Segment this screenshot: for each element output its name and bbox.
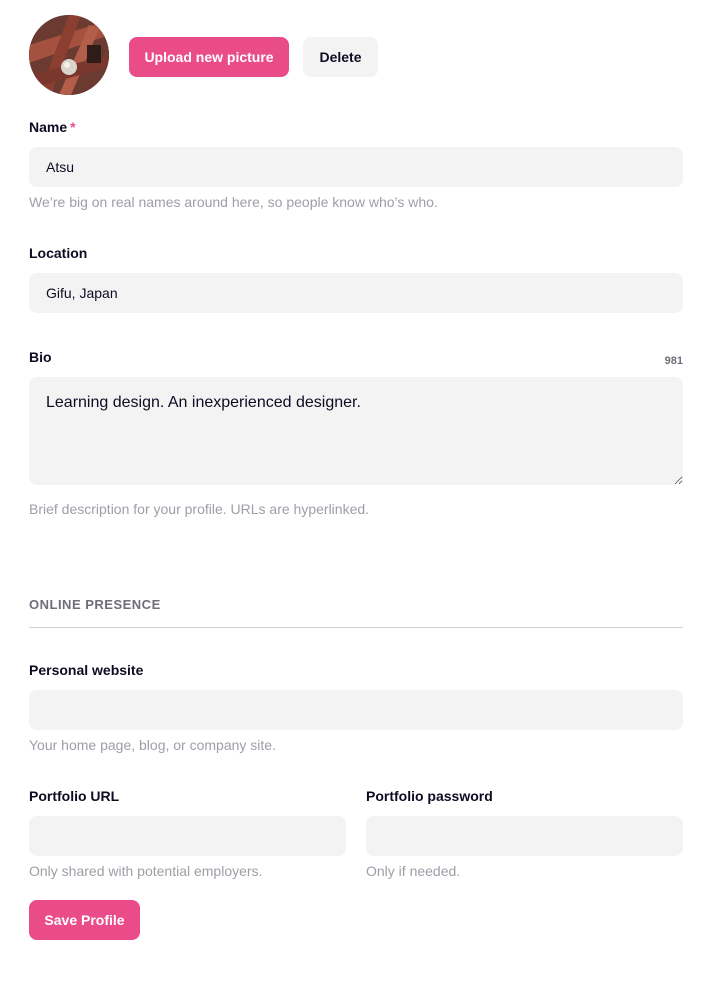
profile-photo-icon xyxy=(29,15,109,95)
portfolio-url-input[interactable] xyxy=(29,816,346,856)
online-presence-heading: ONLINE PRESENCE xyxy=(29,597,161,612)
name-input[interactable] xyxy=(29,147,683,187)
personal-website-label: Personal website xyxy=(29,662,144,678)
avatar xyxy=(29,15,109,95)
personal-website-input[interactable] xyxy=(29,690,683,730)
personal-website-help-text: Your home page, blog, or company site. xyxy=(29,737,276,753)
portfolio-password-help-text: Only if needed. xyxy=(366,863,461,879)
portfolio-password-label: Portfolio password xyxy=(366,788,493,804)
required-marker: * xyxy=(70,119,76,135)
save-profile-button[interactable]: Save Profile xyxy=(29,900,140,940)
bio-help-text: Brief description for your profile. URLs are hyperlinked. xyxy=(29,501,370,517)
portfolio-url-help-text: Only shared with potential employers. xyxy=(29,863,263,879)
upload-picture-button[interactable]: Upload new picture xyxy=(129,37,289,77)
bio-textarea[interactable] xyxy=(29,377,683,485)
location-input[interactable] xyxy=(29,273,683,313)
section-divider xyxy=(29,627,683,628)
name-label xyxy=(29,119,76,135)
portfolio-password-input[interactable] xyxy=(366,816,683,856)
delete-picture-button[interactable]: Delete xyxy=(303,37,378,77)
name-help-text: We’re big on real names around here, so people know who’s who. xyxy=(29,194,438,210)
location-label: Location xyxy=(29,245,88,261)
bio-character-counter: 981 xyxy=(664,355,683,367)
bio-label: Bio xyxy=(29,349,52,365)
portfolio-url-label: Portfolio URL xyxy=(29,788,120,804)
name-label-text: Name xyxy=(29,119,68,135)
